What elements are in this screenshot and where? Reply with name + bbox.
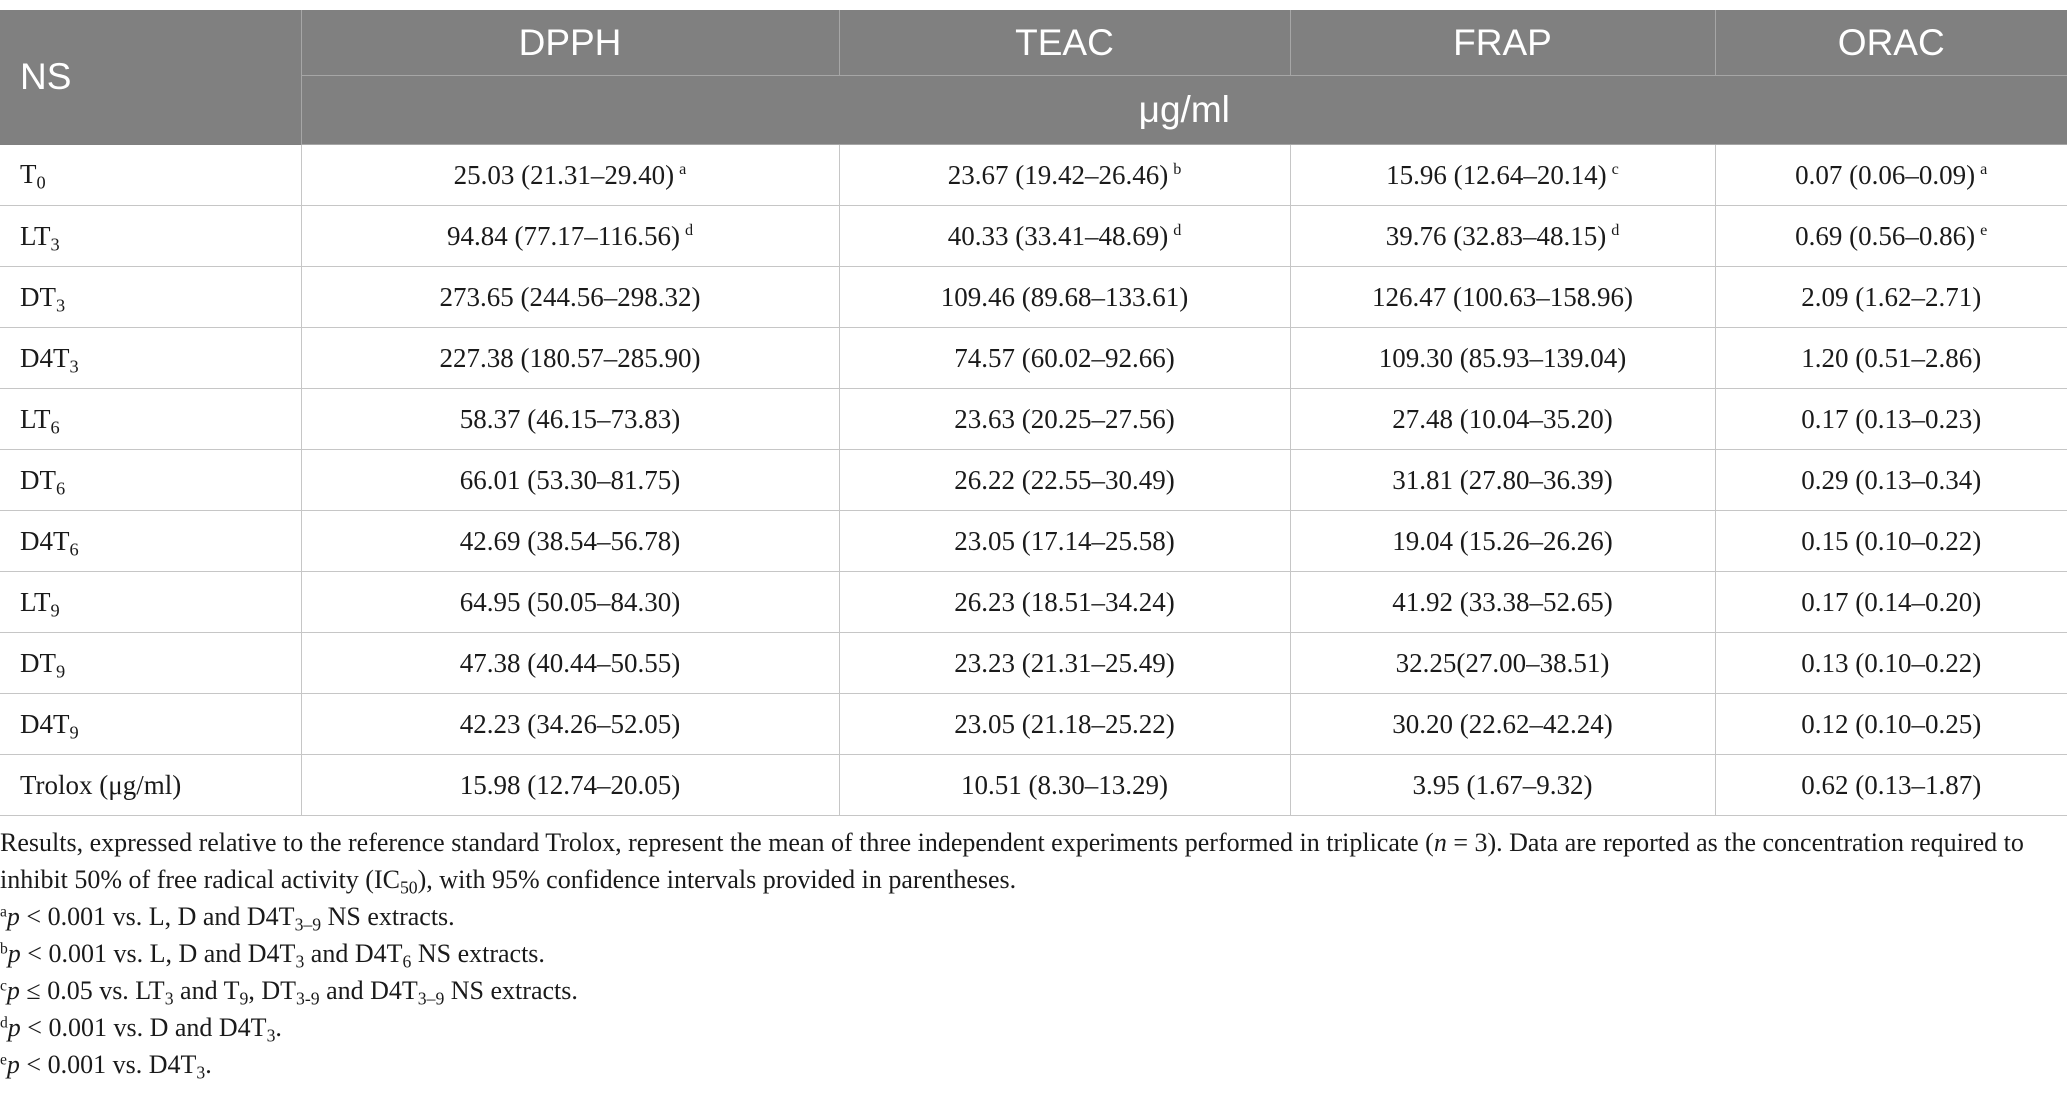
cell-value: 1.20 (0.51–2.86): [1801, 342, 1982, 373]
table-row: [0, 450, 2067, 511]
cell-orac: [1715, 450, 2067, 511]
cell-teac: [839, 694, 1290, 755]
footnote-text: and D4T: [319, 976, 418, 1005]
ns-label-subscript: 6: [69, 539, 79, 559]
significance-mark: d: [1611, 220, 1620, 239]
cell-value: 0.62 (0.13–1.87): [1801, 769, 1982, 800]
ns-label-subscript: 3: [50, 234, 60, 254]
table-row: [0, 511, 2067, 572]
footnote-text: < 0.001 vs. L, D and D4T: [19, 902, 295, 931]
ns-label-base: LT: [20, 403, 51, 434]
ns-label-subscript: 3: [56, 295, 66, 315]
cell-teac: [839, 450, 1290, 511]
cell-orac: [1715, 633, 2067, 694]
footnotes: [0, 898, 2030, 1083]
cell-orac: [1715, 755, 2067, 816]
table-row: [0, 267, 2067, 328]
cell-teac: [839, 633, 1290, 694]
cell-value: 273.65 (244.56–298.32): [439, 281, 701, 312]
footnote-d: [0, 1009, 2030, 1046]
ns-label: [0, 389, 301, 450]
footnote-mark: c: [0, 977, 7, 995]
p-symbol: p: [7, 1013, 21, 1042]
footnote-mark: b: [0, 940, 8, 958]
ns-label: [0, 267, 301, 328]
significance-mark: c: [1611, 159, 1619, 178]
table-notes: [0, 824, 2030, 1083]
footnote-a: [0, 898, 2030, 935]
ns-label-base: D4T: [20, 525, 70, 556]
table-row: [0, 633, 2067, 694]
cell-value: 66.01 (53.30–81.75): [459, 464, 681, 495]
cell-dpph: [301, 572, 839, 633]
significance-mark: d: [1173, 220, 1182, 239]
table-body: [0, 145, 2067, 816]
cell-value: 3.95 (1.67–9.32): [1412, 769, 1593, 800]
cell-dpph: [301, 145, 839, 206]
significance-mark: b: [1173, 159, 1182, 178]
cell-frap: [1290, 633, 1715, 694]
significance-mark: a: [1980, 159, 1988, 178]
cell-teac: [839, 267, 1290, 328]
footnote-mark: d: [0, 1014, 8, 1032]
cell-frap: [1290, 145, 1715, 206]
footnote-subscript: 3–9: [417, 988, 445, 1009]
p-symbol: p: [6, 976, 20, 1005]
footnote-text: , DT: [248, 976, 296, 1005]
cell-frap: [1290, 389, 1715, 450]
table-row: [0, 206, 2067, 267]
cell-dpph: [301, 694, 839, 755]
header-orac: ORAC: [1715, 10, 2067, 76]
footnote-text: NS extracts.: [411, 939, 545, 968]
cell-value: 0.15 (0.10–0.22): [1801, 525, 1982, 556]
p-symbol: p: [7, 939, 21, 968]
ns-label: [0, 328, 301, 389]
footnote-text: < 0.001 vs. D and D4T: [20, 1013, 267, 1042]
cell-orac: [1715, 145, 2067, 206]
cell-teac: [839, 511, 1290, 572]
cell-value: 41.92 (33.38–52.65): [1392, 586, 1613, 617]
ns-label: [0, 206, 301, 267]
ns-label-base: T: [20, 159, 37, 190]
cell-value: 23.63 (20.25–27.56): [954, 403, 1175, 434]
cell-orac: [1715, 694, 2067, 755]
cell-value: 0.17 (0.14–0.20): [1801, 586, 1982, 617]
ns-label-subscript: 6: [50, 417, 60, 437]
cell-orac: [1715, 267, 2067, 328]
cell-dpph: [301, 328, 839, 389]
footnote-subscript: 3-9: [296, 988, 320, 1009]
footnote-text: < 0.001 vs. D4T: [19, 1050, 197, 1079]
ns-label: [0, 572, 301, 633]
cell-value: 0.29 (0.13–0.34): [1801, 464, 1982, 495]
cell-teac: [839, 389, 1290, 450]
table-row: [0, 328, 2067, 389]
cell-value: 31.81 (27.80–36.39): [1392, 464, 1613, 495]
ns-label: [0, 511, 301, 572]
cell-frap: [1290, 755, 1715, 816]
cell-value: 26.23 (18.51–34.24): [954, 586, 1175, 617]
cell-value: 23.23 (21.31–25.49): [954, 647, 1175, 678]
cell-dpph: [301, 389, 839, 450]
ns-label-base: DT: [20, 647, 56, 678]
cell-orac: [1715, 328, 2067, 389]
footnote-mark: a: [0, 903, 7, 921]
cell-orac: [1715, 511, 2067, 572]
footnote-subscript: 3: [266, 1025, 276, 1046]
cell-value: 10.51 (8.30–13.29): [961, 769, 1168, 800]
cell-dpph: [301, 267, 839, 328]
cell-dpph: [301, 206, 839, 267]
results-table: [0, 10, 2067, 816]
ns-label: [0, 755, 301, 816]
table-row: [0, 694, 2067, 755]
cell-value: 40.33 (33.41–48.69): [947, 220, 1169, 251]
cell-value: 23.05 (17.14–25.58): [954, 525, 1175, 556]
cell-teac: [839, 328, 1290, 389]
cell-frap: [1290, 694, 1715, 755]
ns-label-subscript: 9: [50, 600, 60, 620]
footnote-subscript: 3: [295, 951, 305, 972]
ns-label-subscript: 3: [69, 356, 79, 376]
notes-summary: Results, expressed relative to the reference standard Trolox, represent the mean of three independent experiments performed in triplicate (n = 3). Data are reported as the concentration required to inhibit 50% of free radical activity $(IC_{50})$, with 95% confidence intervals provided in parentheses.: [0, 828, 2024, 898]
cell-frap: [1290, 206, 1715, 267]
cell-teac: [839, 755, 1290, 816]
header-dpph: DPPH: [301, 10, 839, 76]
ns-label-base: DT: [20, 464, 56, 495]
footnote-text: and T: [173, 976, 240, 1005]
cell-teac: [839, 572, 1290, 633]
significance-mark: e: [1980, 220, 1988, 239]
footnote-text: .: [275, 1013, 282, 1042]
footnote-b: [0, 935, 2030, 972]
cell-dpph: [301, 511, 839, 572]
footnote-subscript: 3–9: [294, 914, 322, 935]
cell-value: 126.47 (100.63–158.96): [1372, 281, 1633, 312]
ns-label: [0, 694, 301, 755]
ns-label-base: D4T: [20, 342, 70, 373]
cell-teac: [839, 206, 1290, 267]
footnote-subscript: 9: [239, 988, 249, 1009]
footnote-subscript: 3: [196, 1062, 206, 1083]
significance-mark: a: [679, 159, 687, 178]
footnote-text: ≤ 0.05 vs. LT: [19, 976, 165, 1005]
header-ns: NS: [0, 10, 301, 145]
cell-frap: [1290, 511, 1715, 572]
cell-value: 23.05 (21.18–25.22): [954, 708, 1175, 739]
footnote-text: NS extracts.: [321, 902, 455, 931]
footnote-subscript: 3: [164, 988, 174, 1009]
cell-frap: [1290, 450, 1715, 511]
cell-dpph: [301, 633, 839, 694]
cell-dpph: [301, 450, 839, 511]
cell-value: 109.30 (85.93–139.04): [1378, 342, 1627, 373]
cell-dpph: [301, 755, 839, 816]
cell-value: 0.69 (0.56–0.86): [1795, 220, 1976, 251]
header-frap: FRAP: [1290, 10, 1715, 76]
table-row: [0, 755, 2067, 816]
cell-value: 227.38 (180.57–285.90): [439, 342, 701, 373]
ns-label-subscript: 0: [36, 172, 46, 193]
cell-value: 30.20 (22.62–42.24): [1392, 708, 1613, 739]
cell-orac: [1715, 389, 2067, 450]
ns-label-base: Trolox (μg/ml): [20, 769, 182, 800]
ns-label: [0, 633, 301, 694]
table-header: [0, 10, 2067, 145]
table-row: [0, 145, 2067, 206]
cell-value: 0.12 (0.10–0.25): [1801, 708, 1982, 739]
cell-value: 47.38 (40.44–50.55): [459, 647, 681, 678]
cell-value: 32.25(27.00–38.51): [1395, 647, 1610, 678]
ns-label-base: DT: [20, 281, 56, 312]
ns-label-base: D4T: [20, 708, 70, 739]
cell-value: 109.46 (89.68–133.61): [940, 281, 1189, 312]
ns-label-subscript: 6: [56, 478, 66, 498]
table-row: [0, 389, 2067, 450]
cell-teac: [839, 145, 1290, 206]
ns-label: [0, 145, 301, 206]
cell-orac: [1715, 206, 2067, 267]
header-unit: μg/ml: [301, 76, 2067, 145]
ns-label: [0, 450, 301, 511]
cell-value: 0.07 (0.06–0.09): [1795, 159, 1976, 190]
footnote-c: [0, 972, 2030, 1009]
cell-value: 15.98 (12.74–20.05): [459, 769, 681, 800]
cell-frap: [1290, 572, 1715, 633]
cell-value: 25.03 (21.31–29.40): [453, 159, 675, 190]
table-row: [0, 572, 2067, 633]
cell-value: 23.67 (19.42–26.46): [947, 159, 1169, 190]
cell-value: 74.57 (60.02–92.66): [954, 342, 1175, 373]
cell-orac: [1715, 572, 2067, 633]
header-teac: TEAC: [839, 10, 1290, 76]
footnote-mark: e: [0, 1051, 7, 1069]
cell-value: 27.48 (10.04–35.20): [1392, 403, 1613, 434]
ns-label-subscript: 9: [69, 722, 79, 742]
footnote-text: NS extracts.: [444, 976, 578, 1005]
cell-value: 15.96 (12.64–20.14): [1386, 159, 1607, 190]
cell-value: 2.09 (1.62–2.71): [1801, 281, 1982, 312]
footnote-text: and D4T: [304, 939, 403, 968]
footnote-text: .: [205, 1050, 212, 1079]
cell-value: 19.04 (15.26–26.26): [1392, 525, 1613, 556]
cell-value: 0.17 (0.13–0.23): [1801, 403, 1982, 434]
cell-value: 42.69 (38.54–56.78): [459, 525, 681, 556]
cell-value: 39.76 (32.83–48.15): [1385, 220, 1607, 251]
cell-value: 58.37 (46.15–73.83): [459, 403, 681, 434]
footnote-e: [0, 1046, 2030, 1083]
ns-label-base: LT: [20, 220, 51, 251]
cell-value: 42.23 (34.26–52.05): [459, 708, 681, 739]
footnote-subscript: 6: [402, 951, 412, 972]
p-symbol: p: [6, 1050, 20, 1079]
cell-value: 64.95 (50.05–84.30): [459, 586, 681, 617]
ns-label-subscript: 9: [56, 661, 66, 681]
p-symbol: p: [6, 902, 20, 931]
cell-value: 26.22 (22.55–30.49): [954, 464, 1175, 495]
ns-label-base: LT: [20, 586, 51, 617]
cell-frap: [1290, 328, 1715, 389]
cell-value: 0.13 (0.10–0.22): [1801, 647, 1982, 678]
cell-value: 94.84 (77.17–116.56): [446, 220, 680, 251]
significance-mark: d: [684, 220, 694, 239]
footnote-text: < 0.001 vs. L, D and D4T: [20, 939, 296, 968]
cell-frap: [1290, 267, 1715, 328]
